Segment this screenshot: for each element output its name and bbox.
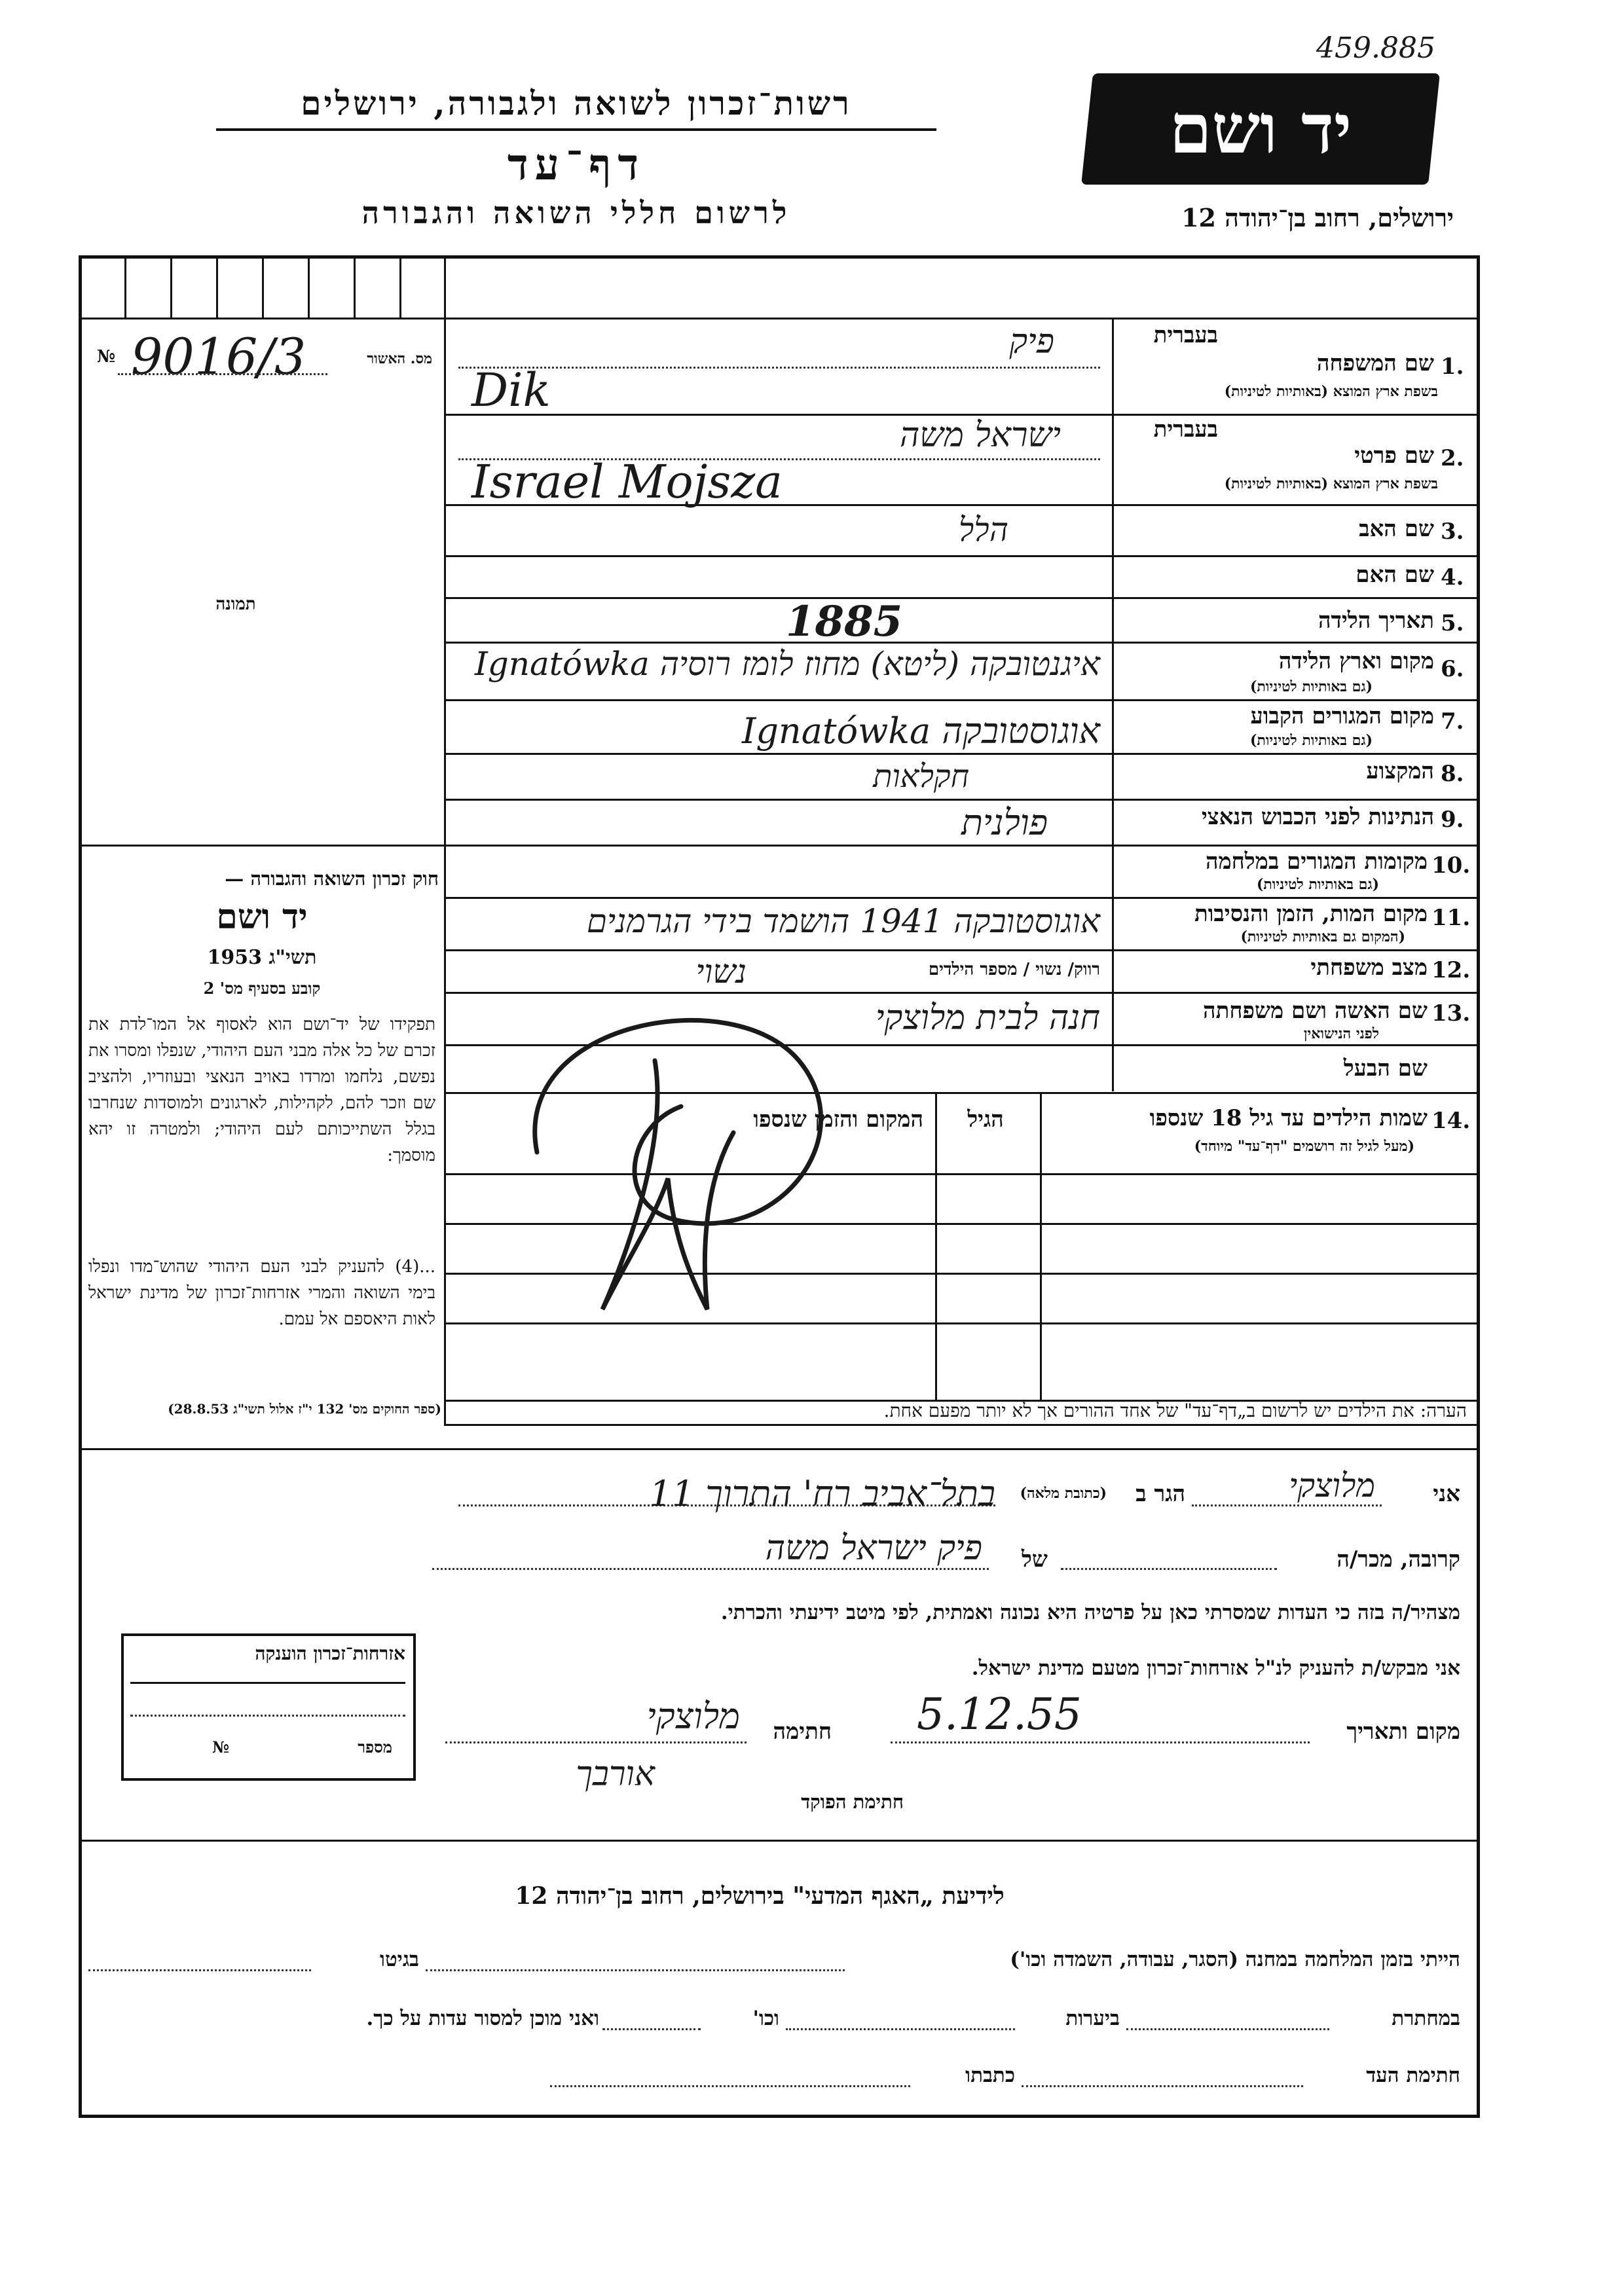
field-8-label: המקצוע <box>1366 758 1434 784</box>
declarant-label: אני <box>1433 1481 1460 1507</box>
info-camp-label: הייתי בזמן המלחמה במחנה (הסגר, עבודה, השמדה וכו') <box>1010 1948 1460 1971</box>
children-col-age: הגיל <box>967 1106 1004 1133</box>
left-column-divider <box>444 255 446 1424</box>
citizenship-box-title: אזרחות־זכרון הוענקה <box>255 1643 405 1664</box>
declaration-request: אני מבקש/ת להעניק לנ"ל אזרחות־זכרון מטעם מדינת ישראל. <box>971 1656 1460 1680</box>
field-3-number: 3. <box>1441 519 1464 545</box>
authority-underline <box>216 128 936 131</box>
law-year: תשי"ג 1953 <box>207 946 317 969</box>
field-row-line <box>444 845 1480 847</box>
info-underground-label: במחתרת <box>1392 2007 1460 2030</box>
logo-text: יד ושם <box>1169 88 1352 169</box>
field-12-label: מצב משפחתי <box>1310 955 1428 981</box>
info-ghetto-line <box>88 1969 311 1971</box>
declaration-statement: מצהיר/ה בזה כי העדות שמסרתי כאן על פרטיה היא נכונה ואמתית, לפי מיטב ידיעתי והכרתי. <box>720 1601 1460 1624</box>
field-2-lang: בעברית <box>1153 416 1218 443</box>
field-7-number: 7. <box>1441 708 1464 735</box>
law-title: חוק זכרון השואה והגבורה — <box>225 867 439 890</box>
info-address-line <box>550 2085 910 2087</box>
field-13-label: שם האשה ושם משפחתה <box>1203 998 1428 1024</box>
label-column-divider <box>1112 319 1114 1091</box>
subject-value: פיק ישראל משה <box>765 1529 982 1568</box>
info-etc-line <box>602 2028 701 2030</box>
info-ghetto-label: בגיטו <box>380 1948 419 1971</box>
form-subtitle: לרשום חללי השואה והגבורה <box>361 195 791 230</box>
field-7-note: (גם באותיות לטיניות) <box>1249 732 1373 749</box>
header-address: ירושלים, רחוב בן־יהודה 12 <box>1181 203 1454 232</box>
field-7-label: מקום המגורים הקבוע <box>1250 703 1434 729</box>
field-9-label: הנתינות לפני הכבוש הנאצי <box>1201 804 1434 830</box>
field-1-label: שם המשפחה <box>1316 350 1434 376</box>
officer-signature-label: חתימת הפוקד <box>801 1791 904 1813</box>
remark-top-line <box>444 1424 1480 1426</box>
citizenship-box-line <box>130 1682 405 1684</box>
grid-tick <box>354 259 356 318</box>
field-9-number: 9. <box>1441 807 1464 833</box>
field-row-line <box>444 642 1480 644</box>
info-forests-line <box>786 2028 1015 2030</box>
photo-bottom-line <box>79 845 444 847</box>
field-1-hebrew-value: פיק <box>1009 322 1054 361</box>
field-6-value: איגנטובקה (ליטא) מחוז לומז רוסיה Ignatówka <box>474 645 1100 683</box>
citizenship-number-label: מספר <box>358 1738 392 1757</box>
field-row-line <box>444 897 1480 899</box>
field-row-line <box>444 699 1480 701</box>
signature-label: חתימה <box>773 1719 832 1745</box>
field-6-note: (גם באותיות לטיניות) <box>1249 678 1373 695</box>
field-13-value: חנה לבית מלוצקי <box>875 998 1100 1038</box>
field-3-value: הלל <box>958 511 1008 549</box>
field-2-note: בשפת ארץ המוצא (באותיות לטיניות) <box>1224 475 1438 492</box>
info-forests-label: ביערות <box>1065 2007 1120 2030</box>
resides-label: הגר ב <box>1135 1481 1185 1507</box>
info-section-title: לידיעת „האגף המדעי" בירושלים, רחוב בן־יהודה 12 <box>515 1882 1005 1910</box>
address-note: (כתובת מלאה) <box>1020 1485 1107 1502</box>
law-clause: קובע בסעיף מס' 2 <box>203 979 321 998</box>
remark-text: הערה: את הילדים יש לרשום ב„דף־עד" של אחד ההורים אך לא יותר מפעם אחת. <box>883 1400 1467 1421</box>
field-13-number: 13. <box>1431 1000 1471 1027</box>
children-table-note: (מעל לגיל זה רושמים "דף־עד" מיוחד) <box>1194 1138 1414 1155</box>
field-5-number: 5. <box>1441 610 1464 636</box>
archive-reference: 459.885 <box>1316 31 1435 65</box>
place-date-value: 5.12.55 <box>917 1689 1082 1740</box>
field-4-number: 4. <box>1441 564 1464 591</box>
field-10-note: (גם באותיות לטיניות) <box>1256 876 1379 893</box>
citizenship-box-line <box>130 1715 405 1717</box>
signature-value: מלוצקי <box>646 1696 740 1737</box>
registration-line <box>118 373 327 375</box>
field-2-hebrew-value: ישראל משה <box>899 416 1061 455</box>
field-11-label: מקום המות, הזמן והנסיבות <box>1194 901 1428 927</box>
info-witness-signature-label: חתימת העד <box>1366 2064 1460 2087</box>
info-camp-line <box>426 1969 845 1971</box>
field-11-value: אוגוסטובקה 1941 הושמד בידי הגרמנים <box>586 902 1100 940</box>
field-1-latin-value: Dik <box>471 363 551 417</box>
field-2-number: 2. <box>1441 445 1464 471</box>
info-testimony-label: ואני מוכן למסור עדות על כך. <box>366 2007 599 2030</box>
authority-name: רשות־זכרון לשואה ולגבורה, ירושלים <box>301 84 852 122</box>
field-8-number: 8. <box>1441 761 1464 787</box>
field-2-latin-value: Israel Mojsza <box>471 455 783 509</box>
officer-signature-value: אורבך <box>576 1755 655 1794</box>
signature-line <box>445 1741 747 1743</box>
citizenship-box <box>121 1633 416 1781</box>
yad-vashem-logo <box>1081 73 1440 185</box>
field-12-value: נשוי <box>695 953 747 991</box>
relation-label: קרובה, מכר/ה <box>1337 1546 1460 1573</box>
of-label: של <box>1022 1546 1048 1573</box>
law-name: יד ושם <box>216 897 308 937</box>
field-10-label: מקומות המגורים במלחמה <box>1205 848 1428 875</box>
field-13-note: לפני הנישואין <box>1303 1025 1379 1042</box>
grid-tick <box>216 259 218 318</box>
field-11-number: 11. <box>1431 905 1471 931</box>
registration-number: 9016/3 <box>131 327 306 386</box>
info-etc-label: וכו' <box>752 2007 779 2030</box>
field-row-line <box>444 799 1480 801</box>
field-7-value: אוגוסטובקה Ignatówka <box>742 710 1100 752</box>
grid-tick <box>124 259 126 318</box>
field-10-number: 10. <box>1431 852 1471 879</box>
declarant-line <box>1192 1504 1382 1506</box>
grid-tick <box>308 259 310 318</box>
info-underground-line <box>1126 2028 1329 2030</box>
field-row-line <box>444 597 1480 599</box>
field-5-value: 1885 <box>786 597 903 646</box>
address-value: בתל־אביב רח' התרוך 11 <box>649 1473 995 1514</box>
info-address-label: כתבתו <box>965 2064 1015 2087</box>
children-col-place: המקום והזמן שנספו <box>753 1106 923 1133</box>
field-row-line <box>444 753 1480 755</box>
grid-tick <box>170 259 172 318</box>
remark-bottom-line <box>79 1448 1480 1450</box>
field-1-lang: בעברית <box>1153 322 1218 348</box>
field-6-label: מקום וארץ הלידה <box>1278 648 1434 674</box>
grid-tick <box>262 259 264 318</box>
declarant-value: מלוצקי <box>1289 1467 1375 1504</box>
law-text-purpose: תפקידו של יד־ושם הוא לאסוף אל המו־לדת את זכרם של כל אלה מבני העם היהודי, שנפלו ומסרו את נפשם, נלחמו ומרדו באויב הנאצי ובעוזריו, ולהציב שם וזכר להם, לקהילות, לארגונים ולמוסדות שנחרבו בגלל השתייכותם לעם היהודי; ולמטרה זו יהא מוסמך: <box>88 1015 435 1165</box>
form-title: דף־עד <box>507 139 646 190</box>
field-9-value: פולנית <box>961 802 1048 843</box>
field-1-hebrew-line <box>458 367 1100 369</box>
subject-line <box>432 1568 989 1570</box>
grid-tick <box>399 259 401 318</box>
field-14-number: 14. <box>1431 1108 1471 1134</box>
info-witness-signature-line <box>1022 2085 1303 2087</box>
cancellation-scribble <box>458 943 917 1349</box>
grid-strip-bottom <box>79 318 1480 319</box>
field-2-label: שם פרטי <box>1354 443 1434 469</box>
field-row-line <box>444 555 1480 557</box>
field-12-number: 12. <box>1431 957 1471 983</box>
field-1-note: בשפת ארץ המוצא (באותיות לטיניות) <box>1224 383 1438 400</box>
field-8-value: חקלאות <box>873 758 969 795</box>
place-date-line <box>891 1741 1310 1743</box>
field-4-label: שם האם <box>1356 562 1434 588</box>
photo-label: תמונה <box>215 594 256 614</box>
field-5-label: תאריך הלידה <box>1318 608 1434 634</box>
registration-label: מס. האשור <box>367 350 432 367</box>
field-1-number: 1. <box>1441 354 1464 380</box>
law-text-clause-4: ...(4) להעניק לבני העם היהודי שהוש־מדו ונפלו בימי השואה והמרי אזרחות־זכרון של מדינת ישראל לאות היאספם אל עמם. <box>88 1257 435 1329</box>
citizenship-number-mark: № <box>212 1738 230 1757</box>
info-section-divider <box>79 1840 1480 1842</box>
place-date-label: מקום ותאריך <box>1346 1719 1460 1745</box>
children-table-title: שמות הילדים עד גיל 18 שנספו <box>1149 1105 1428 1131</box>
field-11-note: (המקום גם באותיות לטיניות) <box>1240 928 1405 945</box>
field-3-label: שם האב <box>1359 516 1434 542</box>
field-6-number: 6. <box>1441 656 1464 682</box>
children-table-divider <box>1040 1092 1042 1400</box>
law-source: (ספר החוקים מס' 132 י"ז אלול תשי"ג 28.8.53) <box>168 1401 441 1417</box>
husband-name-label: שם הבעל <box>1343 1055 1428 1082</box>
registration-no-mark: № <box>97 347 116 367</box>
field-12-note: רווק/ נשוי / מספר הילדים <box>928 960 1100 979</box>
relation-line <box>1061 1568 1277 1570</box>
children-table-divider <box>935 1092 937 1400</box>
